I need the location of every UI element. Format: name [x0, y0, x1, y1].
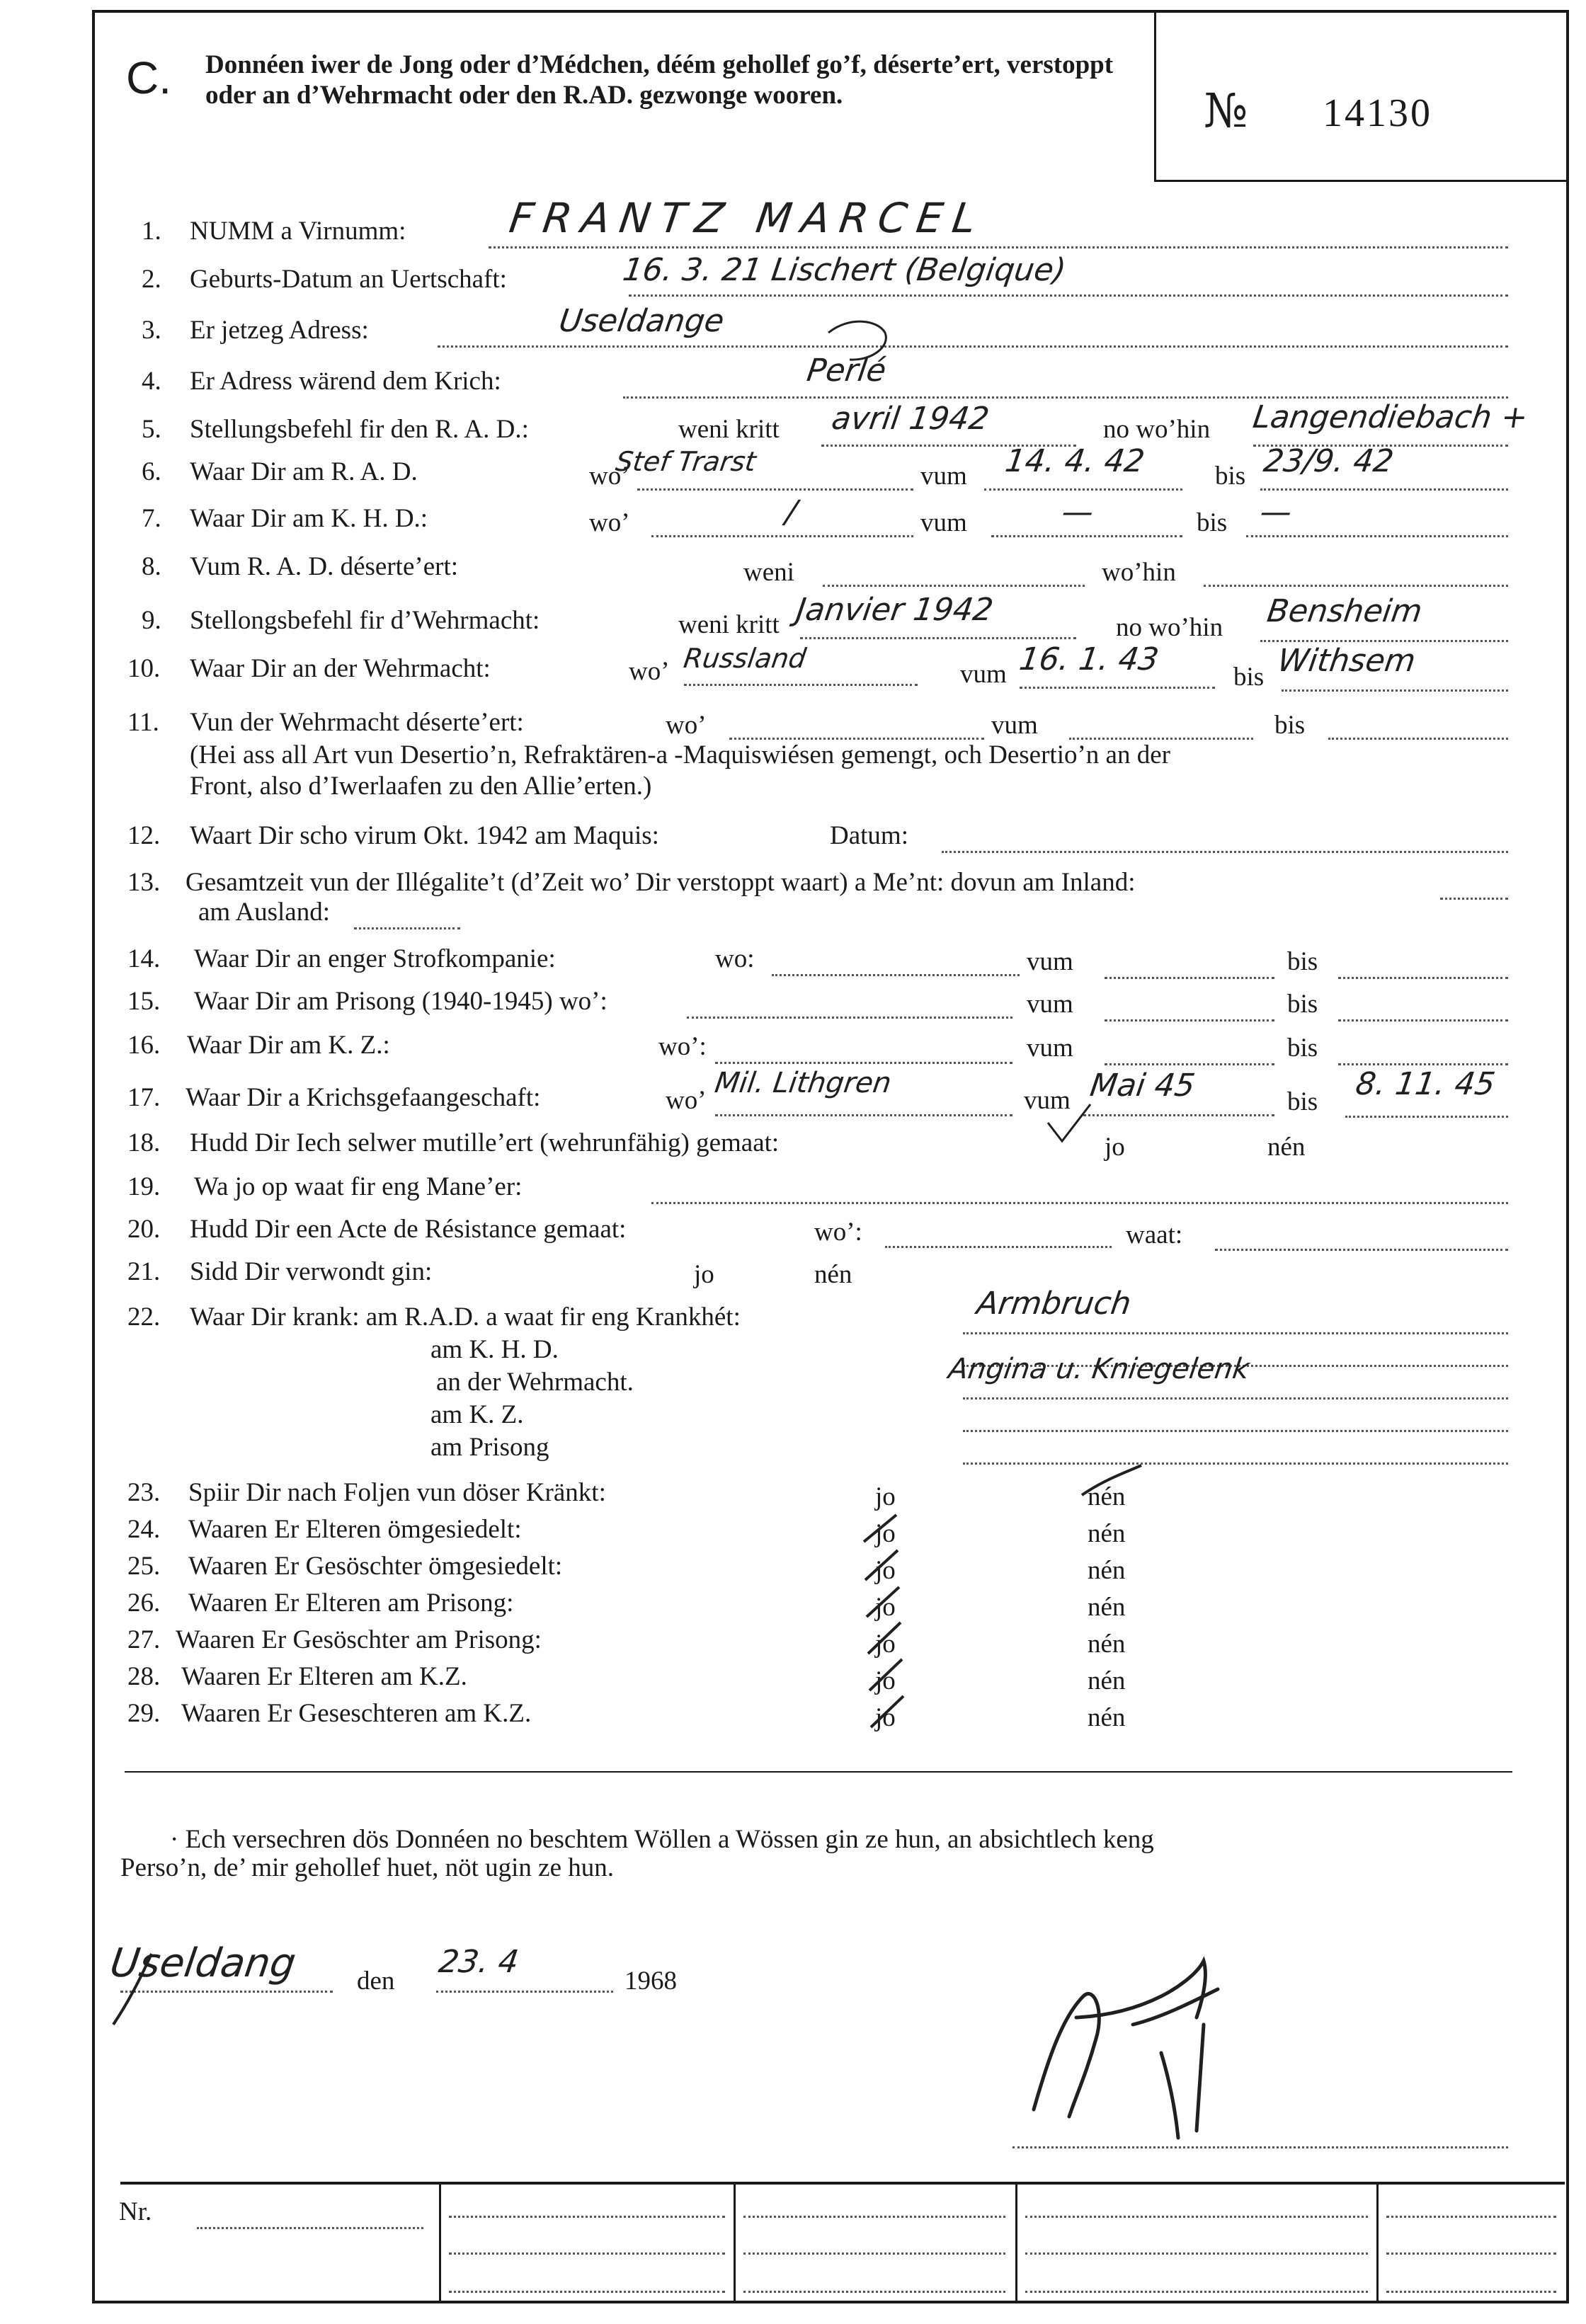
item-17-vum-label: vum: [1024, 1086, 1071, 1115]
item-11-bis-label: bis: [1274, 711, 1306, 740]
item-8-label: Vum R. A. D. déserte’ert:: [190, 552, 458, 581]
item-2-field-line: [629, 294, 1508, 297]
item-3-field-line: [438, 345, 1508, 348]
item-19-label: Wa jo op waat fir eng Mane’er:: [194, 1172, 523, 1201]
item-12-datum-line: [942, 851, 1508, 853]
item-6-wo-label: wo’: [589, 462, 630, 491]
footer-cell-line: [1386, 2291, 1556, 2293]
place-handwritten: Useldang: [107, 1940, 299, 1986]
place-line: [120, 1991, 333, 1993]
item-22-label: Waar Dir krank: am R.A.D. a waat fir eng Krankhét:: [190, 1303, 741, 1332]
item-22-kz-line: [963, 1430, 1508, 1432]
item-13-label: Gesamtzeit vun der Illégalite’t (d’Zeit wo’ Dir verstoppt waart) a Me’nt: dovun am Inland:: [186, 868, 1136, 897]
item-14-wo-label: wo:: [715, 944, 755, 973]
item-number: 22.: [127, 1303, 161, 1332]
footer-col-divider: [1015, 2185, 1017, 2301]
section-heading: Donnéen iwer de Jong oder d’Médchen, déém gehollef go’f, déserte’ert, verstoppt oder an d’Wehrmacht oder den R.AD. gezwonge wooren.: [205, 50, 1114, 110]
item-8-wohin-line: [1204, 585, 1508, 587]
item-5-label: Stellungsbefehl fir den R. A. D.:: [190, 415, 529, 444]
item-6-label: Waar Dir am R. A. D.: [190, 457, 418, 486]
item-number: 1.: [142, 217, 161, 246]
yes-no-label: Spiir Dir nach Foljen vun döser Kränkt:: [188, 1478, 606, 1507]
item-11-note: (Hei ass all Art vun Desertio’n, Refraktären-a -Maquiswiésen gemengt, och Desertio’n an der: [190, 740, 1170, 769]
yes-no-nen: nén: [1088, 1666, 1126, 1695]
item-3-label: Er jetzeg Adress:: [190, 316, 369, 345]
declaration-text: · Ech versechren dös Donnéen no beschtem Wöllen a Wössen gin ze hun, an absichtlech keng: [170, 1825, 1154, 1854]
item-number: 28.: [127, 1662, 161, 1691]
item-10-vum-label: vum: [960, 660, 1007, 689]
yes-no-nen: nén: [1088, 1630, 1126, 1659]
item-2-value: 16. 3. 21 Lischert (Belgique): [620, 252, 1068, 288]
frame-top: [92, 10, 1569, 13]
item-number: 21.: [127, 1257, 161, 1286]
year-text: 1968: [624, 1967, 677, 1996]
item-number: 2.: [142, 265, 161, 294]
yes-no-jo: jo: [875, 1519, 896, 1548]
item-7-bis-line: [1246, 535, 1508, 537]
footer-col-divider: [439, 2185, 441, 2301]
yes-no-label: Waaren Er Elteren am Prisong:: [188, 1589, 514, 1618]
yes-no-nen: nén: [1088, 1593, 1126, 1622]
item-7-bis-value: —: [1257, 494, 1294, 530]
item-number: 24.: [127, 1515, 161, 1544]
yes-no-jo: jo: [875, 1593, 896, 1622]
item-14-vum-label: vum: [1027, 947, 1073, 976]
item-4-label: Er Adress wärend dem Krich:: [190, 367, 501, 396]
item-16-wo-label: wo’:: [658, 1032, 707, 1061]
yes-no-label: Waaren Er Elteren am K.Z.: [181, 1662, 467, 1691]
yes-no-jo: jo: [875, 1703, 896, 1732]
item-22-rad-line: [963, 1332, 1508, 1334]
item-6-vum-line: [984, 488, 1182, 491]
item-5-weni-value: avril 1942: [829, 401, 992, 437]
item-11-wo-line: [729, 738, 984, 740]
item-18-label: Hudd Dir Iech selwer mutille’ert (wehrunfähig) gemaat:: [190, 1128, 780, 1157]
item-11-bis-line: [1328, 738, 1508, 740]
item-17-vum-value: Mai 45: [1088, 1067, 1197, 1104]
item-20-wo-line: [885, 1246, 1112, 1248]
declaration-text-cont: Perso’n, de’ mir gehollef huet, nöt ugin ze hun.: [120, 1853, 615, 1882]
section-letter: C.: [126, 52, 171, 103]
signature-mark: [1034, 1961, 1218, 2138]
frame-right: [1566, 10, 1569, 2303]
item-number: 4.: [142, 367, 161, 396]
item-9-nowohin-label: no wo’hin: [1116, 613, 1223, 642]
item-number: 19.: [127, 1172, 161, 1201]
item-7-wo-line: [651, 535, 913, 537]
item-16-bis-label: bis: [1287, 1034, 1318, 1063]
item-17-bis-line: [1345, 1116, 1508, 1118]
frame-bottom: [92, 2301, 1569, 2303]
item-10-bis-line: [1282, 689, 1508, 692]
footer-cell-line: [743, 2291, 1005, 2293]
item-6-bis-label: bis: [1215, 462, 1246, 491]
signature-line: [1012, 2146, 1508, 2148]
item-number: 9.: [142, 606, 161, 635]
footer-cell-line: [1025, 2291, 1368, 2293]
yes-no-jo: jo: [875, 1666, 896, 1695]
item-11-label: Vun der Wehrmacht déserte’ert:: [190, 708, 524, 737]
yes-no-nen: nén: [1088, 1519, 1126, 1548]
item-22-kz-label: am K. Z.: [430, 1400, 524, 1429]
item-number: 11.: [127, 708, 159, 737]
yes-no-jo: jo: [875, 1630, 896, 1659]
item-1-value: FRANTZ MARCEL: [506, 194, 989, 242]
item-7-bis-label: bis: [1197, 508, 1228, 537]
item-11-note-cont: Front, also d’Iwerlaafen zu den Allie’erten.): [190, 772, 652, 801]
item-10-wo-line: [684, 684, 918, 686]
item-9-weni-value: Janvier 1942: [794, 592, 995, 628]
item-13-ausland-label: am Ausland:: [198, 898, 331, 927]
item-9-nowohin-line: [1260, 640, 1508, 642]
item-number: 25.: [127, 1552, 161, 1581]
footer-cell-line: [1386, 2253, 1556, 2255]
item-15-bis-line: [1338, 1019, 1508, 1021]
item-14-bis-line: [1338, 977, 1508, 979]
item-10-wo-label: wo’: [629, 657, 670, 686]
item-21-label: Sidd Dir verwondt gin:: [190, 1257, 433, 1286]
item-12-label: Waart Dir scho virum Okt. 1942 am Maquis:: [190, 821, 659, 850]
item-9-weni-line: [800, 637, 1076, 639]
footer-cell-line: [743, 2216, 1005, 2218]
item-15-wo-line: [687, 1017, 1012, 1019]
footer-cell-line: [449, 2253, 725, 2255]
item-10-bis-label: bis: [1233, 663, 1265, 692]
item-16-label: Waar Dir am K. Z.:: [187, 1031, 390, 1060]
item-10-vum-value: 16. 1. 43: [1017, 641, 1161, 677]
item-6-wo-line: [637, 488, 913, 491]
item-3-value: Useldange: [557, 303, 726, 339]
item-15-vum-label: vum: [1027, 990, 1073, 1019]
item-6-vum-label: vum: [920, 462, 967, 491]
item-17-bis-label: bis: [1287, 1087, 1318, 1116]
item-22-khd-label: am K. H. D.: [430, 1335, 559, 1364]
item-18-nen: nén: [1267, 1133, 1306, 1162]
item-7-vum-line: [991, 535, 1182, 537]
item-21-nen: nén: [814, 1260, 852, 1289]
item-17-wo-label: wo’: [666, 1086, 707, 1115]
item-number: 6.: [142, 457, 161, 486]
item-17-label: Waar Dir a Krichsgefaangeschaft:: [186, 1083, 541, 1112]
item-11-vum-line: [1069, 738, 1253, 740]
item-11-wo-label: wo’: [666, 711, 707, 740]
item-6-vum-value: 14. 4. 42: [1003, 443, 1147, 479]
item-17-wo-line: [715, 1114, 1012, 1116]
item-14-label: Waar Dir an enger Strofkompanie:: [194, 944, 556, 973]
item-number: 16.: [127, 1031, 161, 1060]
item-1-field-line: [489, 246, 1508, 248]
item-17-wo-value: Mil. Lithgren: [712, 1067, 894, 1099]
item-14-vum-line: [1105, 977, 1274, 979]
yes-no-label: Waaren Er Gesöschter ömgesiedelt:: [188, 1552, 563, 1581]
item-number: 14.: [127, 944, 161, 973]
yes-no-nen: nén: [1088, 1482, 1126, 1511]
item-7-wo-label: wo’: [589, 508, 630, 537]
item-19-field-line: [651, 1202, 1508, 1204]
item-16-bis-line: [1338, 1063, 1508, 1065]
item-6-bis-value: 23/9. 42: [1261, 443, 1396, 479]
item-number: 12.: [127, 821, 161, 850]
footer-cell-line: [743, 2253, 1005, 2255]
footer-col-divider: [734, 2185, 736, 2301]
footer-cell-line: [1025, 2216, 1368, 2218]
yes-no-jo: jo: [875, 1482, 896, 1511]
item-22-wehrmacht-line: [963, 1397, 1508, 1399]
den-label: den: [357, 1967, 395, 1996]
footer-cell-line: [1386, 2216, 1556, 2218]
item-7-label: Waar Dir am K. H. D.:: [190, 504, 428, 533]
item-14-wo-line: [772, 974, 1020, 976]
item-number: 5.: [142, 415, 161, 444]
item-22-prisong-line: [963, 1462, 1508, 1465]
item-22-wehrmacht-value: Angina u. Kniegelenk: [946, 1353, 1252, 1385]
item-4-field-line: [623, 396, 1508, 399]
date-line: [436, 1991, 613, 1993]
item-21-jo: jo: [694, 1260, 714, 1289]
item-number: 26.: [127, 1589, 161, 1618]
date-handwritten: 23. 4: [436, 1944, 521, 1980]
item-11-vum-label: vum: [991, 711, 1038, 740]
frame-left: [92, 10, 95, 2303]
item-8-wohin-label: wo’hin: [1102, 558, 1176, 587]
item-13-inland-line: [1440, 898, 1508, 900]
item-14-bis-label: bis: [1287, 947, 1318, 976]
footer-top-rule: [120, 2182, 1565, 2185]
item-number: 3.: [142, 316, 161, 345]
item-8-weni-line: [823, 585, 1085, 587]
item-5-nowohin-label: no wo’hin: [1103, 415, 1211, 444]
item-20-label: Hudd Dir een Acte de Résistance gemaat:: [190, 1215, 627, 1244]
item-number: 23.: [127, 1478, 161, 1507]
yes-no-jo: jo: [875, 1556, 896, 1585]
item-22-prisong-label: am Prisong: [430, 1433, 549, 1462]
item-7-wo-value: /: [783, 494, 799, 530]
item-15-vum-line: [1105, 1019, 1274, 1021]
yes-no-label: Waaren Er Geseschteren am K.Z.: [181, 1699, 532, 1728]
footer-cell-line: [449, 2291, 725, 2293]
item-number: 10.: [127, 654, 161, 683]
item-9-weni-label: weni kritt: [678, 610, 780, 639]
item-10-bis-value: Withsem: [1275, 643, 1418, 679]
section-divider: [125, 1771, 1512, 1773]
number-sign: №: [1204, 84, 1248, 138]
item-20-waat-line: [1215, 1249, 1508, 1251]
yes-no-label: Waaren Er Gesöschter am Prisong:: [176, 1625, 542, 1654]
item-6-wo-value: Stef Trarst: [613, 446, 758, 477]
footer-cell-line: [449, 2216, 725, 2218]
header-divider: [1154, 13, 1156, 181]
item-5-weni-label: weni kritt: [678, 415, 780, 444]
item-7-vum-value: —: [1059, 494, 1096, 530]
footer-col-divider: [1376, 2185, 1379, 2301]
item-17-bis-value: 8. 11. 45: [1353, 1066, 1497, 1102]
item-16-vum-line: [1105, 1063, 1274, 1065]
yes-no-nen: nén: [1088, 1703, 1126, 1732]
yes-no-label: Waaren Er Elteren ömgesiedelt:: [188, 1515, 522, 1544]
item-20-wo-label: wo’:: [814, 1218, 862, 1247]
item-22-wehrmacht-label: an der Wehrmacht.: [436, 1368, 634, 1397]
item-15-label: Waar Dir am Prisong (1940-1945) wo’:: [194, 987, 607, 1016]
form-number: 14130: [1323, 91, 1432, 135]
item-9-nowohin-value: Bensheim: [1265, 593, 1425, 629]
item-13-ausland-line: [354, 927, 460, 929]
item-2-label: Geburts-Datum an Uertschaft:: [190, 265, 507, 294]
item-12-datum-label: Datum:: [830, 821, 908, 850]
item-number: 8.: [142, 552, 161, 581]
item-6-bis-line: [1260, 488, 1508, 491]
item-number: 27.: [127, 1625, 161, 1654]
item-10-label: Waar Dir an der Wehrmacht:: [190, 654, 491, 683]
item-15-bis-label: bis: [1287, 990, 1318, 1019]
item-8-weni-label: weni: [743, 558, 794, 587]
nr-line: [197, 2227, 423, 2229]
item-number: 13.: [127, 868, 161, 897]
item-16-wo-line: [715, 1062, 1012, 1064]
item-4-value: Perlé: [804, 353, 889, 389]
yes-no-nen: nén: [1088, 1556, 1126, 1585]
number-box-underline: [1154, 180, 1566, 182]
footer-cell-line: [1025, 2253, 1368, 2255]
item-16-vum-label: vum: [1027, 1034, 1073, 1063]
item-number: 15.: [127, 987, 161, 1016]
item-number: 7.: [142, 504, 161, 533]
item-number: 29.: [127, 1699, 161, 1728]
item-18-jo: jo: [1105, 1133, 1125, 1162]
item-5-nowohin-value: Langendiebach +: [1250, 399, 1530, 435]
item-17-vum-line: [1083, 1114, 1274, 1116]
item-number: 20.: [127, 1215, 161, 1244]
item-20-waat-label: waat:: [1126, 1220, 1183, 1249]
nr-label: Nr.: [119, 2197, 152, 2226]
item-10-vum-line: [1020, 687, 1215, 689]
item-10-wo-value: Russland: [681, 643, 809, 674]
item-number: 17.: [127, 1083, 161, 1112]
item-number: 18.: [127, 1128, 161, 1157]
item-7-vum-label: vum: [920, 508, 967, 537]
item-22-rad-value: Armbruch: [974, 1286, 1134, 1322]
item-1-label: NUMM a Virnumm:: [190, 217, 406, 246]
item-9-label: Stellongsbefehl fir d’Wehrmacht:: [190, 606, 540, 635]
